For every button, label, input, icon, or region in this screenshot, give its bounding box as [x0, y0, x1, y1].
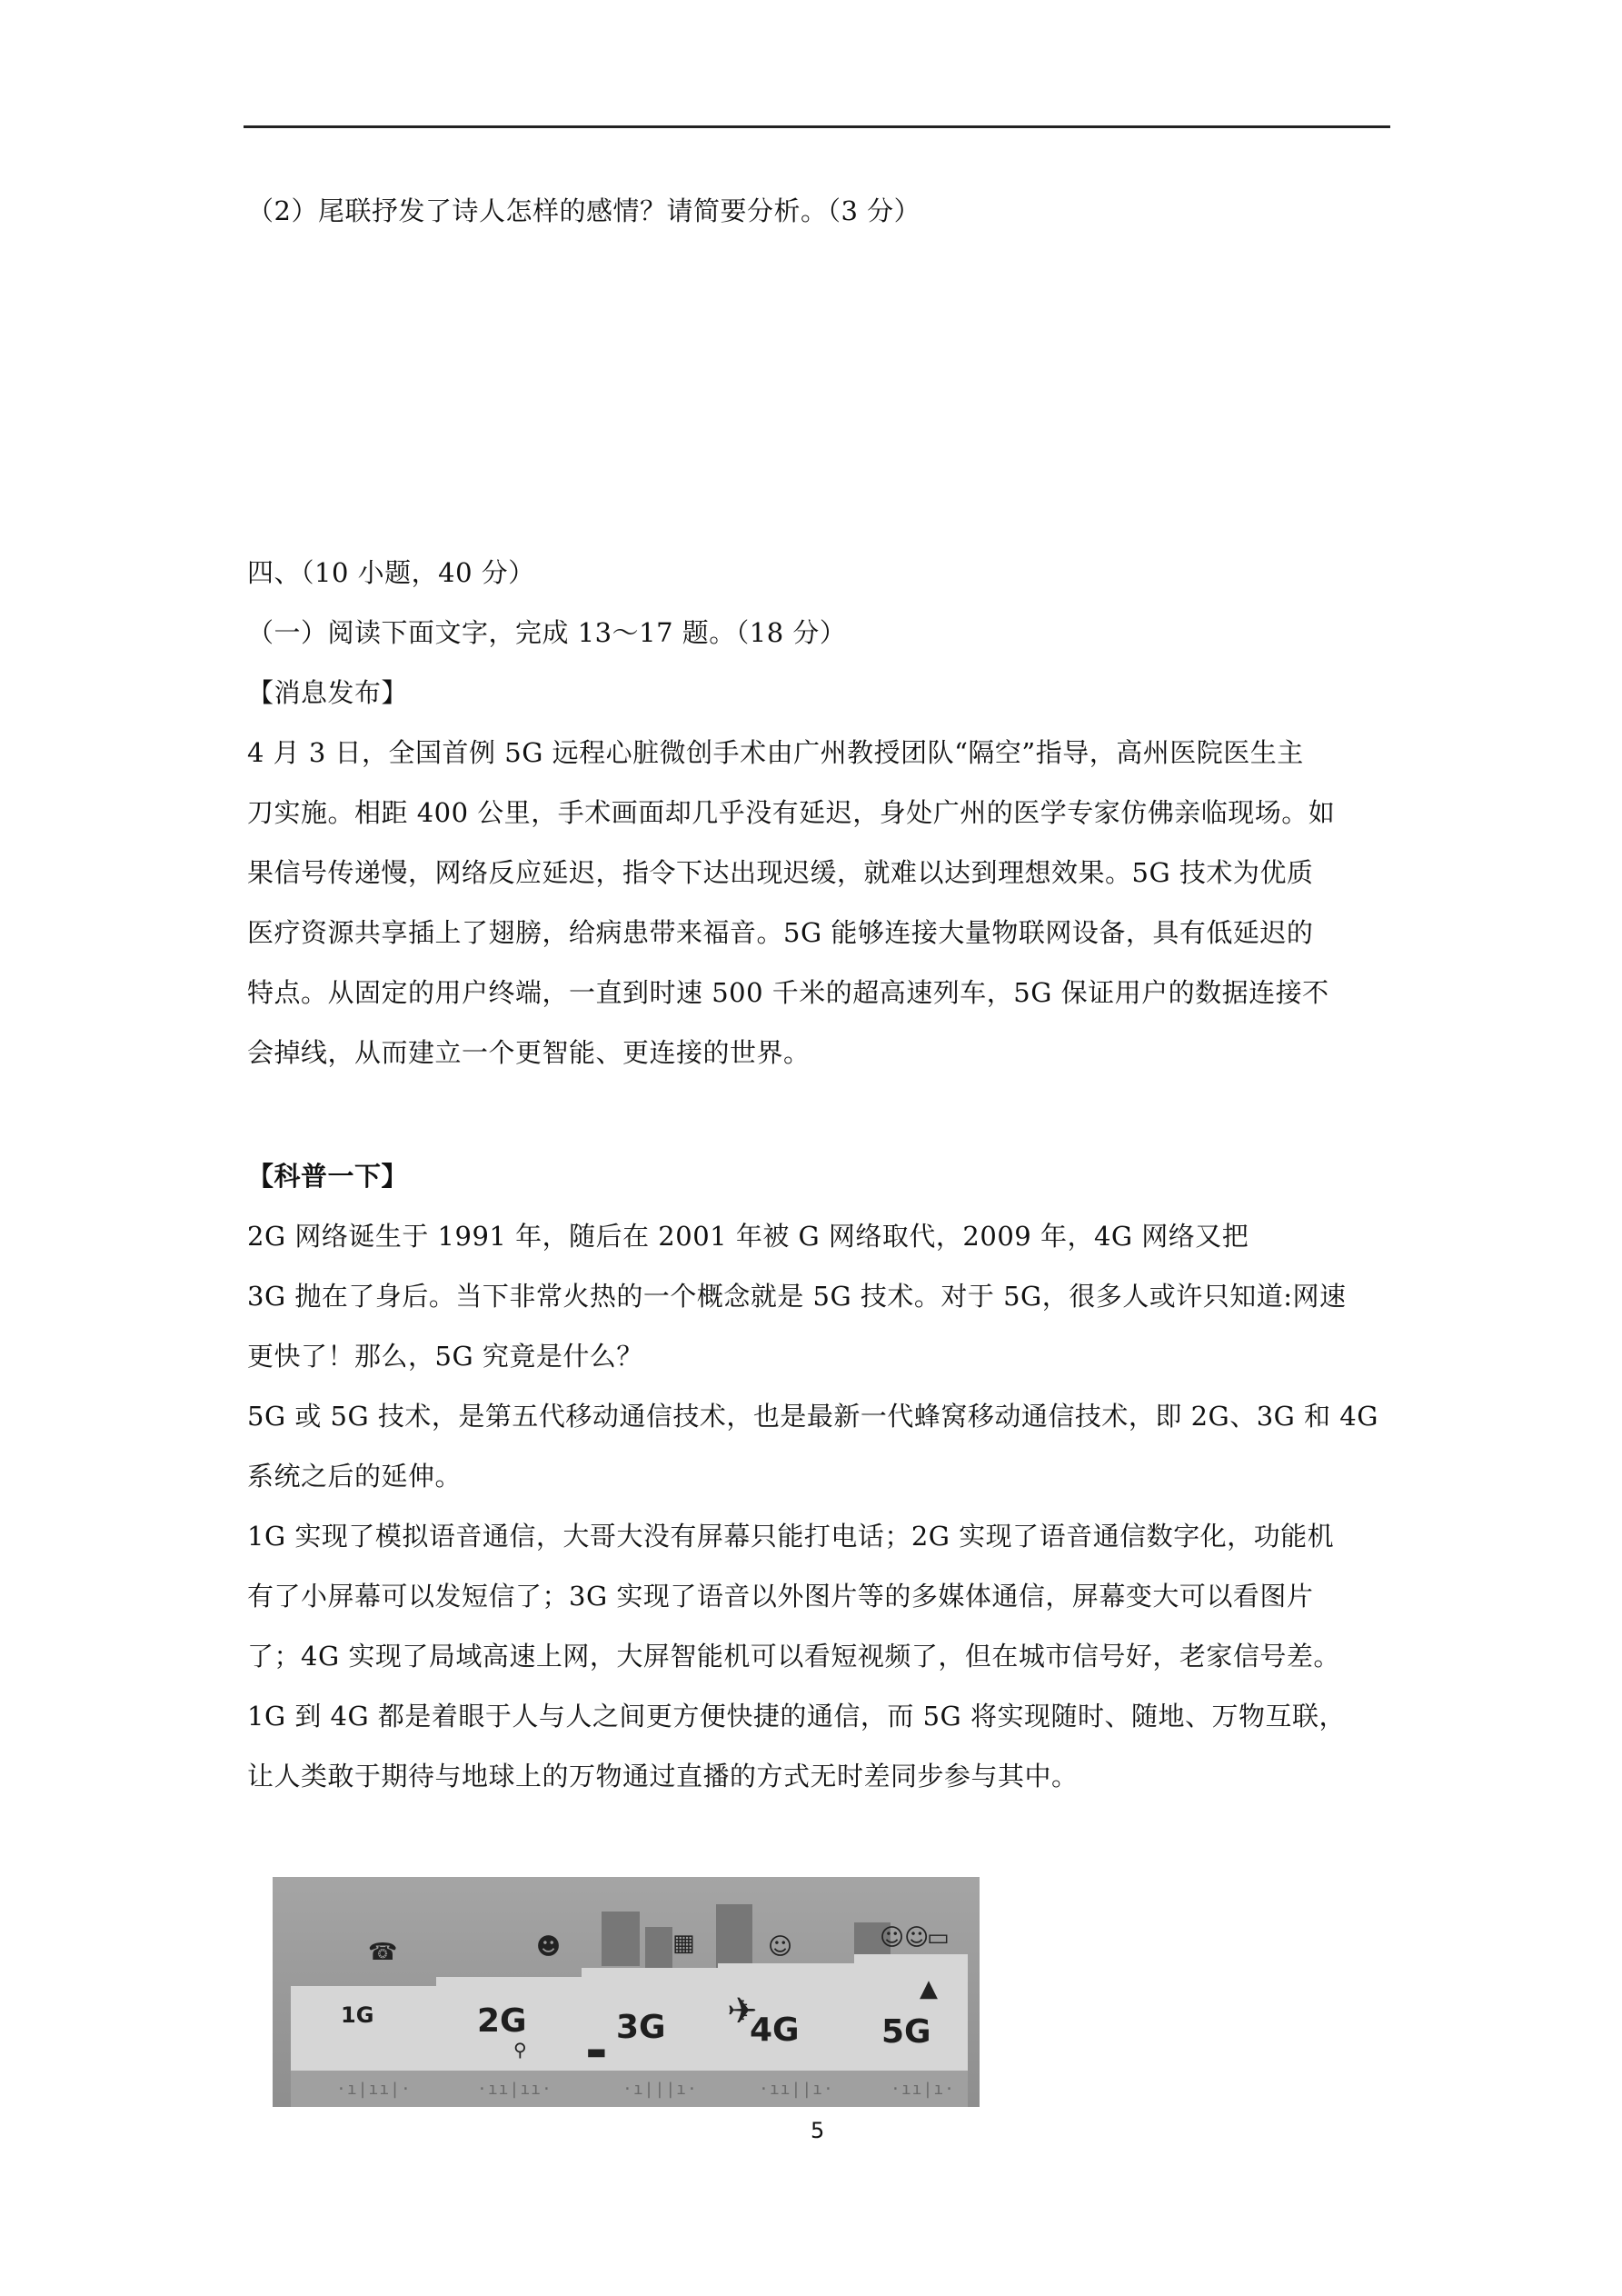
header-rule	[244, 125, 1390, 128]
rocket-icon: ▲	[920, 1975, 938, 2002]
science-line-5: 系统之后的延伸。	[247, 1461, 463, 1492]
vehicle-icon: ▭	[927, 1924, 950, 1952]
news-line-5: 特点。从固定的用户终端，一直到时速 500 千米的超高速列车，5G 保证用户的数据连接不	[247, 977, 1329, 1008]
news-line-4: 医疗资源共享插上了翅膀，给病患带来福音。5G 能够连接大量物联网设备，具有低延迟的	[247, 917, 1314, 948]
waveform-icon: ·ıı|ıı·	[477, 2080, 552, 2099]
waveform-icon: ·ı|||ı·	[622, 2080, 698, 2099]
news-line-3: 果信号传递慢，网络反应延迟，指令下达出现迟缓，就难以达到理想效果。5G 技术为优质	[247, 857, 1314, 888]
science-line-9: 1G 到 4G 都是着眼于人与人之间更方便快捷的通信，而 5G 将实现随时、随地、万物互联，	[247, 1701, 1346, 1732]
car-icon: ▬	[586, 2039, 607, 2064]
gen-label-5g: 5G	[881, 2013, 931, 2051]
person-icon: ☻	[536, 1933, 562, 1961]
science-line-6: 1G 实现了模拟语音通信，大哥大没有屏幕只能打电话；2G 实现了语音通信数字化，功能机	[247, 1521, 1335, 1552]
waveform-icon: ·ı|ıı|·	[336, 2080, 412, 2099]
building-shape	[602, 1912, 640, 1966]
news-line-2: 刀实施。相距 400 公里，手术画面却几乎没有延迟，身处广州的医学专家仿佛亲临现场。如	[247, 797, 1336, 828]
science-line-2: 3G 抛在了身后。当下非常火热的一个概念就是 5G 技术。对于 5G，很多人或许只知道:网速	[247, 1281, 1347, 1312]
person-phone-icon: ☎	[368, 1939, 398, 1966]
news-title: 【消息发布】	[247, 677, 409, 708]
science-line-8: 了；4G 实现了局域高速上网，大屏智能机可以看短视频了，但在城市信号好，老家信号差。	[247, 1641, 1340, 1672]
science-title: 【科普一下】	[247, 1161, 409, 1192]
waveform-icon: ·ıı||ı·	[759, 2080, 834, 2099]
question-2: （2）尾联抒发了诗人怎样的感情？请简要分析。（3 分）	[247, 195, 921, 226]
waveform-icon: ·ıı|ı·	[891, 2080, 956, 2099]
generations-figure	[273, 1877, 980, 2107]
section-heading: 四、（10 小题，40 分）	[247, 557, 535, 588]
news-line-6: 会掉线，从而建立一个更智能、更连接的世界。	[247, 1037, 811, 1068]
person-device-icon: ☺	[768, 1933, 793, 1961]
building-icon: ▦	[672, 1930, 695, 1957]
building-shape	[716, 1904, 752, 1968]
gen-label-1g: 1G	[341, 2002, 374, 2028]
science-line-4: 5G 或 5G 技术，是第五代移动通信技术，也是最新一代蜂窝移动通信技术，即 2G、3G 和 4G	[247, 1401, 1378, 1432]
section-subheading: （一）阅读下面文字，完成 13～17 题。（18 分）	[247, 617, 847, 648]
page-number: 5	[811, 2118, 825, 2143]
gen-label-2g: 2G	[477, 2002, 527, 2040]
airplane-icon: ✈	[727, 1991, 758, 2032]
science-line-1: 2G 网络诞生于 1991 年，随后在 2001 年被 G 网络取代，2009 年，4G 网络又把	[247, 1221, 1249, 1252]
news-line-1: 4 月 3 日，全国首例 5G 远程心脏微创手术由广州教授团队“隔空”指导，高州医院医生主	[247, 737, 1304, 768]
gen-label-3g: 3G	[616, 2009, 666, 2046]
bicycle-icon: ⚲	[513, 2039, 527, 2061]
science-line-7: 有了小屏幕可以发短信了；3G 实现了语音以外图片等的多媒体通信，屏幕变大可以看图片	[247, 1581, 1314, 1612]
gen-label-4g: 4G	[750, 2011, 800, 2049]
science-line-10: 让人类敢于期待与地球上的万物通过直播的方式无时差同步参与其中。	[247, 1761, 1079, 1792]
building-shape	[645, 1927, 672, 1968]
people-icon: ☺☺	[880, 1924, 930, 1952]
science-line-3: 更快了！那么，5G 究竟是什么？	[247, 1341, 643, 1372]
